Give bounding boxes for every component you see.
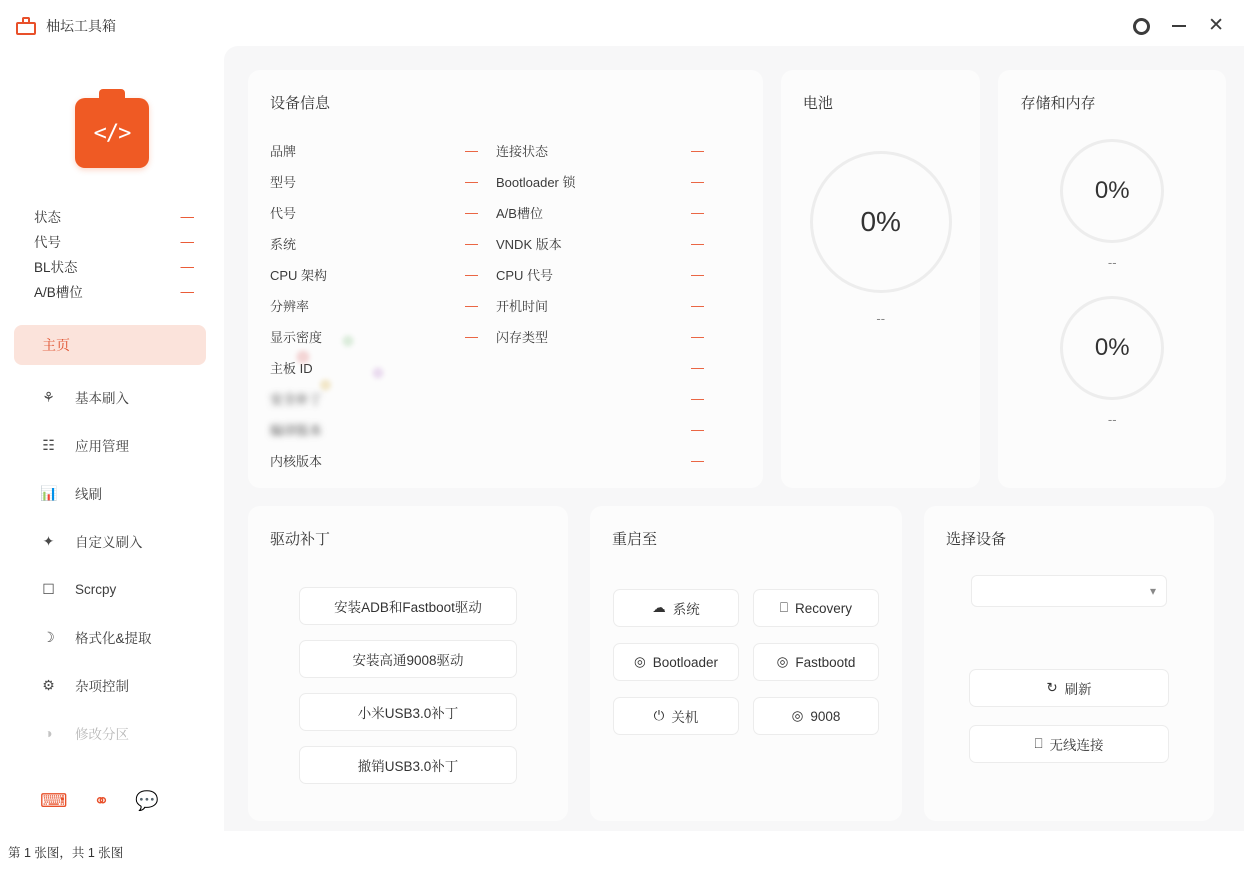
sidebar-item-label: 主页 [42, 337, 70, 353]
main-content [224, 46, 1244, 831]
info-value: — [691, 453, 704, 468]
info-row [270, 259, 496, 290]
install-qualcomm-9008-driver-button[interactable]: 安装高通9008驱动 [299, 640, 517, 678]
sidebar-item-home[interactable] [14, 325, 206, 365]
status-bar-text: 第 1 张图，共 1 张图 [8, 846, 124, 860]
info-value: — [691, 329, 704, 344]
refresh-label: 刷新 [1064, 682, 1092, 697]
info-value: — [465, 143, 478, 158]
battery-sub-text: -- [876, 311, 886, 326]
drivers-title: 驱动补丁 [270, 531, 331, 548]
settings-gear-icon[interactable] [1133, 18, 1150, 35]
drivers-card [248, 506, 568, 821]
window-controls [1133, 15, 1244, 36]
info-row [496, 197, 722, 228]
reboot-button-label: 9008 [810, 708, 841, 724]
status-value: — [180, 208, 194, 224]
battery-ring-wrap [781, 113, 981, 326]
info-key: 闪存类型 [496, 330, 549, 345]
user-icon: ☽ [42, 628, 55, 645]
watermark-overlay [258, 325, 408, 405]
info-key: 型号 [270, 175, 297, 190]
info-row [270, 414, 496, 445]
device-info-card [248, 70, 763, 488]
info-value: — [691, 174, 704, 189]
sidebar-item-line-flash[interactable] [0, 469, 224, 517]
info-value: — [691, 143, 704, 158]
device-select-dropdown[interactable] [971, 575, 1167, 607]
battery-title: 电池 [802, 95, 833, 112]
sidebar-item-label: 杂项控制 [75, 679, 129, 694]
info-key: Bootloader 锁 [496, 175, 576, 190]
info-row [270, 445, 496, 476]
info-row [496, 352, 722, 383]
sidebar-item-custom-flash[interactable] [0, 517, 224, 565]
info-key: 安全补丁 [270, 392, 323, 407]
refresh-devices-button[interactable] [969, 669, 1169, 707]
info-value: — [465, 298, 478, 313]
status-label: 代号 [34, 235, 61, 250]
info-value: — [691, 298, 704, 313]
reboot-button-label: 关机 [671, 710, 699, 725]
phone-icon: ⎕ [1034, 736, 1043, 751]
app-logo-wrap [0, 98, 224, 168]
info-value: — [465, 174, 478, 189]
reboot-button-grid [590, 589, 902, 735]
reboot-system-button[interactable] [613, 589, 739, 627]
status-row [34, 254, 194, 278]
recovery-icon: ⎕ [779, 600, 789, 615]
power-circle-icon: ◎ [776, 654, 789, 669]
sidebar-item-label: 线刷 [75, 487, 102, 502]
info-row [270, 228, 496, 259]
reboot-button-label: Recovery [795, 600, 853, 616]
info-key: 连接状态 [496, 144, 549, 159]
info-row [496, 290, 722, 321]
status-row [34, 204, 194, 228]
storage-percent-ring: 0% [1060, 139, 1164, 243]
android-icon: ☁ [652, 600, 666, 615]
sidebar-item-label: Scrcpy [75, 581, 117, 597]
sidebar [0, 52, 224, 831]
wand-icon: ✦ [42, 532, 55, 549]
info-key: VNDK 版本 [496, 237, 562, 252]
terminal-icon[interactable]: ⌨ [40, 791, 68, 812]
info-value: — [465, 329, 478, 344]
info-row [496, 228, 722, 259]
info-key: CPU 架构 [270, 268, 328, 283]
power-circle-icon: ◎ [633, 654, 646, 669]
info-value: — [691, 360, 704, 375]
screen-icon: ☐ [42, 580, 55, 597]
info-key: 显示密度 [270, 330, 323, 345]
info-key: 开机时间 [496, 299, 549, 314]
sidebar-item-modify-partition[interactable] [0, 709, 224, 757]
info-row [496, 383, 722, 414]
device-info-title: 设备信息 [270, 95, 331, 112]
device-info-columns [248, 113, 763, 476]
device-select-card [924, 506, 1214, 821]
tools-icon: ⚙ [42, 676, 55, 693]
info-key: 编译版本 [270, 423, 323, 438]
sidebar-nav [0, 325, 224, 757]
minimize-button[interactable] [1172, 25, 1186, 27]
app-logo-icon: </> [75, 98, 149, 168]
reboot-fastbootd-button[interactable] [753, 643, 879, 681]
device-info-left-column [270, 135, 496, 476]
feedback-icon[interactable]: 💬 [135, 791, 160, 812]
power-circle-icon: ◎ [791, 708, 804, 723]
install-adb-fastboot-driver-button[interactable]: 安装ADB和Fastboot驱动 [299, 587, 517, 625]
info-value: — [691, 205, 704, 220]
info-row [496, 259, 722, 290]
info-key: 系统 [270, 237, 297, 252]
info-row [496, 321, 722, 352]
storage-title: 存储和内存 [1020, 95, 1096, 112]
battery-card [781, 70, 981, 488]
status-value: — [180, 258, 194, 274]
drivers-button-group [248, 587, 568, 784]
reboot-9008-button[interactable] [753, 697, 879, 735]
close-button[interactable]: ✕ [1208, 15, 1224, 36]
info-value: — [691, 422, 704, 437]
sidebar-item-scrcpy[interactable] [0, 565, 224, 613]
memory-percent-ring: 0% [1060, 296, 1164, 400]
info-row [496, 166, 722, 197]
info-row [496, 445, 722, 476]
device-status-list [0, 204, 224, 303]
sidebar-item-app-management[interactable] [0, 421, 224, 469]
flash-icon: ⚘ [42, 388, 55, 405]
device-select-body [924, 575, 1214, 763]
revoke-usb3-patch-button[interactable]: 撤销USB3.0补丁 [299, 746, 517, 784]
info-value: — [465, 205, 478, 220]
info-key: 品牌 [270, 144, 297, 159]
window-title: 柚坛工具箱 [46, 18, 116, 34]
reboot-card [590, 506, 902, 821]
info-key: 分辨率 [270, 299, 310, 314]
sidebar-footer [40, 792, 159, 811]
info-value: — [465, 236, 478, 251]
info-row [270, 290, 496, 321]
info-key: A/B槽位 [496, 206, 543, 221]
reboot-button-label: 系统 [672, 602, 700, 617]
xiaomi-usb3-patch-button[interactable]: 小米USB3.0补丁 [299, 693, 517, 731]
sidebar-item-basic-flash[interactable] [0, 373, 224, 421]
battery-percent-ring: 0% [810, 151, 952, 293]
reboot-bootloader-button[interactable] [613, 643, 739, 681]
top-cards-row [248, 70, 1226, 488]
status-value: — [180, 233, 194, 249]
reboot-recovery-button[interactable] [753, 589, 879, 627]
info-row [270, 135, 496, 166]
info-key: 内核版本 [270, 454, 323, 469]
bottom-cards-row [248, 506, 1226, 821]
wireless-label: 无线连接 [1049, 738, 1104, 753]
chevron-down-icon: ▾ [1149, 584, 1156, 598]
status-row [34, 229, 194, 253]
status-label: BL状态 [34, 260, 78, 275]
storage-memory-card [998, 70, 1226, 488]
info-key: 代号 [270, 206, 297, 221]
info-row [270, 166, 496, 197]
sidebar-item-format-extract[interactable] [0, 613, 224, 661]
device-info-right-column [496, 135, 722, 476]
refresh-icon: ↻ [1046, 680, 1058, 695]
status-row [34, 279, 194, 303]
storage-sub-text: -- [1107, 255, 1117, 270]
status-label: A/B槽位 [34, 285, 83, 300]
sidebar-item-label: 格式化&提取 [75, 631, 152, 646]
status-bar [0, 831, 1244, 873]
title-bar [0, 0, 1244, 52]
pie-icon: ◑ [44, 725, 53, 741]
title-bar-left [0, 16, 116, 36]
power-icon: ⏻ [653, 708, 665, 723]
device-select-title: 选择设备 [946, 531, 1007, 548]
storage-ring-wrap [998, 113, 1226, 427]
sidebar-item-label: 自定义刷入 [75, 535, 143, 550]
chart-icon: 📊 [40, 484, 58, 501]
status-label: 状态 [34, 210, 61, 225]
memory-sub-text: -- [1107, 412, 1117, 427]
shutdown-button[interactable] [613, 697, 739, 735]
sidebar-item-label: 修改分区 [75, 727, 129, 742]
reboot-title: 重启至 [612, 531, 658, 548]
sidebar-item-label: 应用管理 [75, 439, 129, 454]
info-value: — [465, 267, 478, 282]
wireless-connect-button[interactable] [969, 725, 1169, 763]
reboot-button-label: Bootloader [652, 654, 719, 670]
info-value: — [691, 267, 704, 282]
info-row [496, 135, 722, 166]
status-value: — [180, 283, 194, 299]
sidebar-item-misc-control[interactable] [0, 661, 224, 709]
info-row [270, 197, 496, 228]
github-icon[interactable]: ⚭ [93, 791, 110, 812]
info-value: — [691, 391, 704, 406]
apps-icon: ☷ [42, 436, 55, 453]
sidebar-item-label: 基本刷入 [75, 391, 129, 406]
toolbox-icon [16, 17, 36, 35]
info-key: 主板 ID [270, 361, 313, 376]
info-key: CPU 代号 [496, 268, 554, 283]
info-value: — [691, 236, 704, 251]
info-row [496, 414, 722, 445]
reboot-button-label: Fastbootd [795, 654, 856, 670]
